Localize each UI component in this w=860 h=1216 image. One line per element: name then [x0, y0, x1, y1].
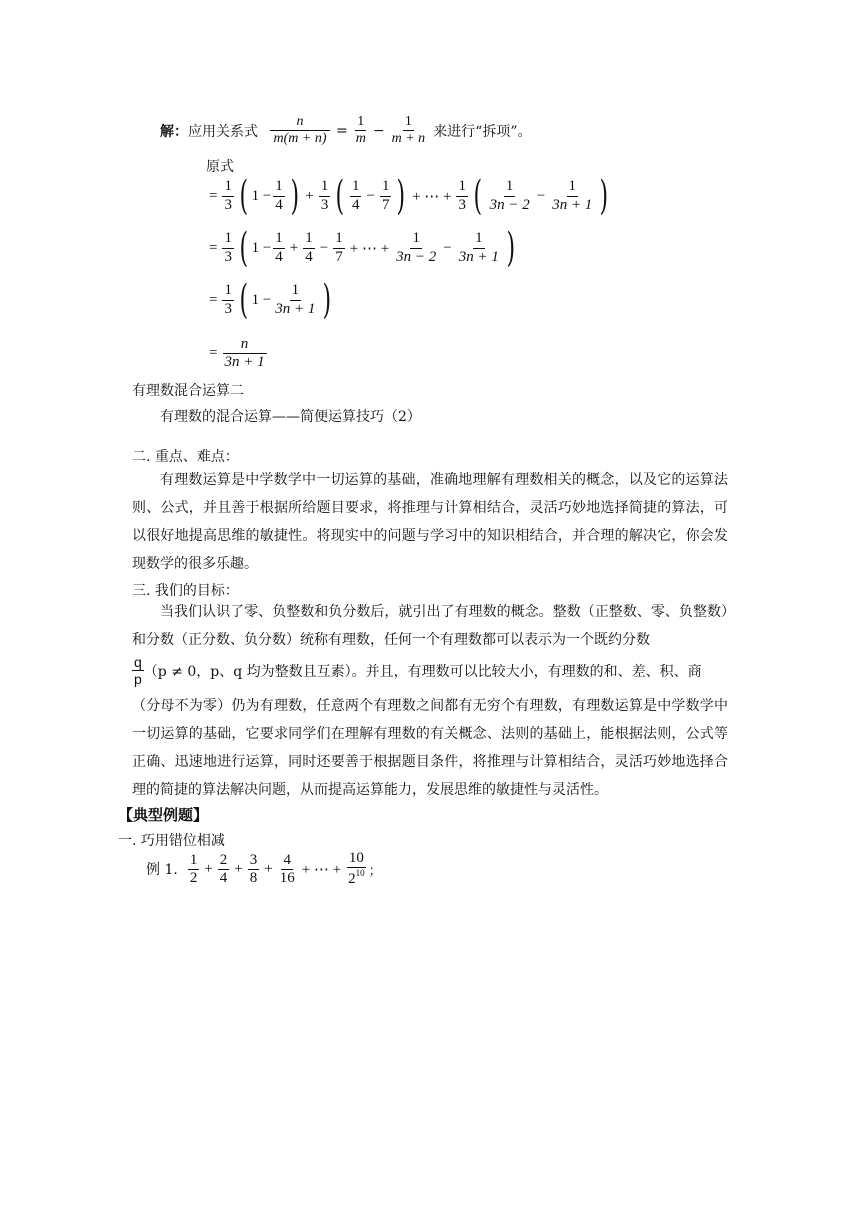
relation-lhs-fraction: $\frac{n}{m(m + n)}$	[270, 114, 330, 147]
goals-fraction-line	[132, 654, 702, 687]
solution-suffix: 来进行“拆项”。	[433, 123, 532, 140]
examples-title: 【典型例题】	[118, 806, 209, 824]
fraction-q-over-p: $\frac{q}{p}$	[134, 654, 142, 688]
derivation-line-1: = $\frac{1}{3}$ ( 1 − $\frac{1}{4}$ ) + $\frac{1}{3}$ ( $\frac{1}{4}$ − $\frac{1}{7}$ ) + ⋯ + $\frac{1}{3}$ ( $\frac{1}{3n - 2}$ − $\frac{1}{3n + 1}$ )	[209, 173, 609, 219]
solution-label: 解：	[160, 123, 188, 140]
paragraph-goals-part-1: 当我们认识了零、负整数和负分数后，就引出了有理数的概念。整数（正整数、零、负整数）和分数（正分数、负分数）统称有理数，任何一个有理数都可以表示为一个既约分数	[132, 604, 728, 648]
example-1-label: 例 1.	[146, 862, 178, 879]
heading-goals: 三. 我们的目标：	[132, 583, 239, 599]
solution-intro-text: 应用关系式	[188, 123, 258, 140]
section-title: 有理数混合运算二	[132, 383, 244, 399]
example-1: 例 1. $\frac{1}{2}$ + $\frac{2}{4}$ + $\frac{3}{8}$ + $\frac{4}{16}$ + ⋯ + $\frac{10}{2^{10}}$ ；	[146, 850, 382, 888]
derivation-line-4: = $\frac{n}{3n + 1}$	[209, 336, 265, 371]
paragraph-goals-part-3: （分母不为零）仍为有理数，任意两个有理数之间都有无穷个有理数，有理数运算是中学数学中一切运算的基础，它要求同学们在理解有理数的有关概念、法则的基础上，能根据法则，公式等正确、迅速地进行运算，同时还要善于根据题目条件，将推理与计算相结合，灵活巧妙地选择合理的简捷的算法解决问题，从而提高运算能力，发展思维的敏捷性与灵活性。	[132, 698, 728, 798]
paragraph-key-points: 有理数运算是中学数学中一切运算的基础，准确地理解有理数相关的概念，以及它的运算法则、公式，并且善于根据所给题目要求，将推理与计算相结合，灵活巧妙地选择简捷的算法，可以很好地提高思维的敏捷性。将现实中的问题与学习中的知识相结合，并合理的解决它，你会发现数学的很多乐趣。	[132, 472, 728, 572]
left-paren: (	[239, 173, 249, 219]
right-paren: )	[290, 173, 299, 219]
origin-label: 原式	[206, 159, 234, 175]
paragraph-goals-part-2: （p ≠ 0，p、q 均为整数且互素）。并且，有理数可以比较大小，有理数的和、差、积、商	[143, 663, 702, 680]
examples-section: 一. 巧用错位相减	[118, 833, 225, 849]
subtitle: 有理数的混合运算——简便运算技巧（2）	[160, 409, 421, 425]
derivation-line-3: = $\frac{1}{3}$ ( 1 − $\frac{1}{3n + 1}$ )	[209, 277, 332, 323]
relation-frac-1-over-m: $\frac{1}{m}$	[355, 114, 366, 147]
solution-intro-line: 解： 应用关系式 $\frac{n}{m(m + n)}$ = $\frac{1}{m}$ − $\frac{1}{m + n}$ 来进行“拆项”。	[160, 114, 532, 147]
relation-frac-1-over-m-plus-n: $\frac{1}{m + n}$	[391, 114, 426, 147]
heading-key-points: 二. 重点、难点：	[132, 449, 239, 465]
derivation-line-2: = $\frac{1}{3}$ ( 1 − $\frac{1}{4}$ + $\frac{1}{4}$ − $\frac{1}{7}$ + ⋯ + $\frac{1}{3n - 2}$ − $\frac{1}{3n + 1}$ )	[209, 225, 515, 271]
